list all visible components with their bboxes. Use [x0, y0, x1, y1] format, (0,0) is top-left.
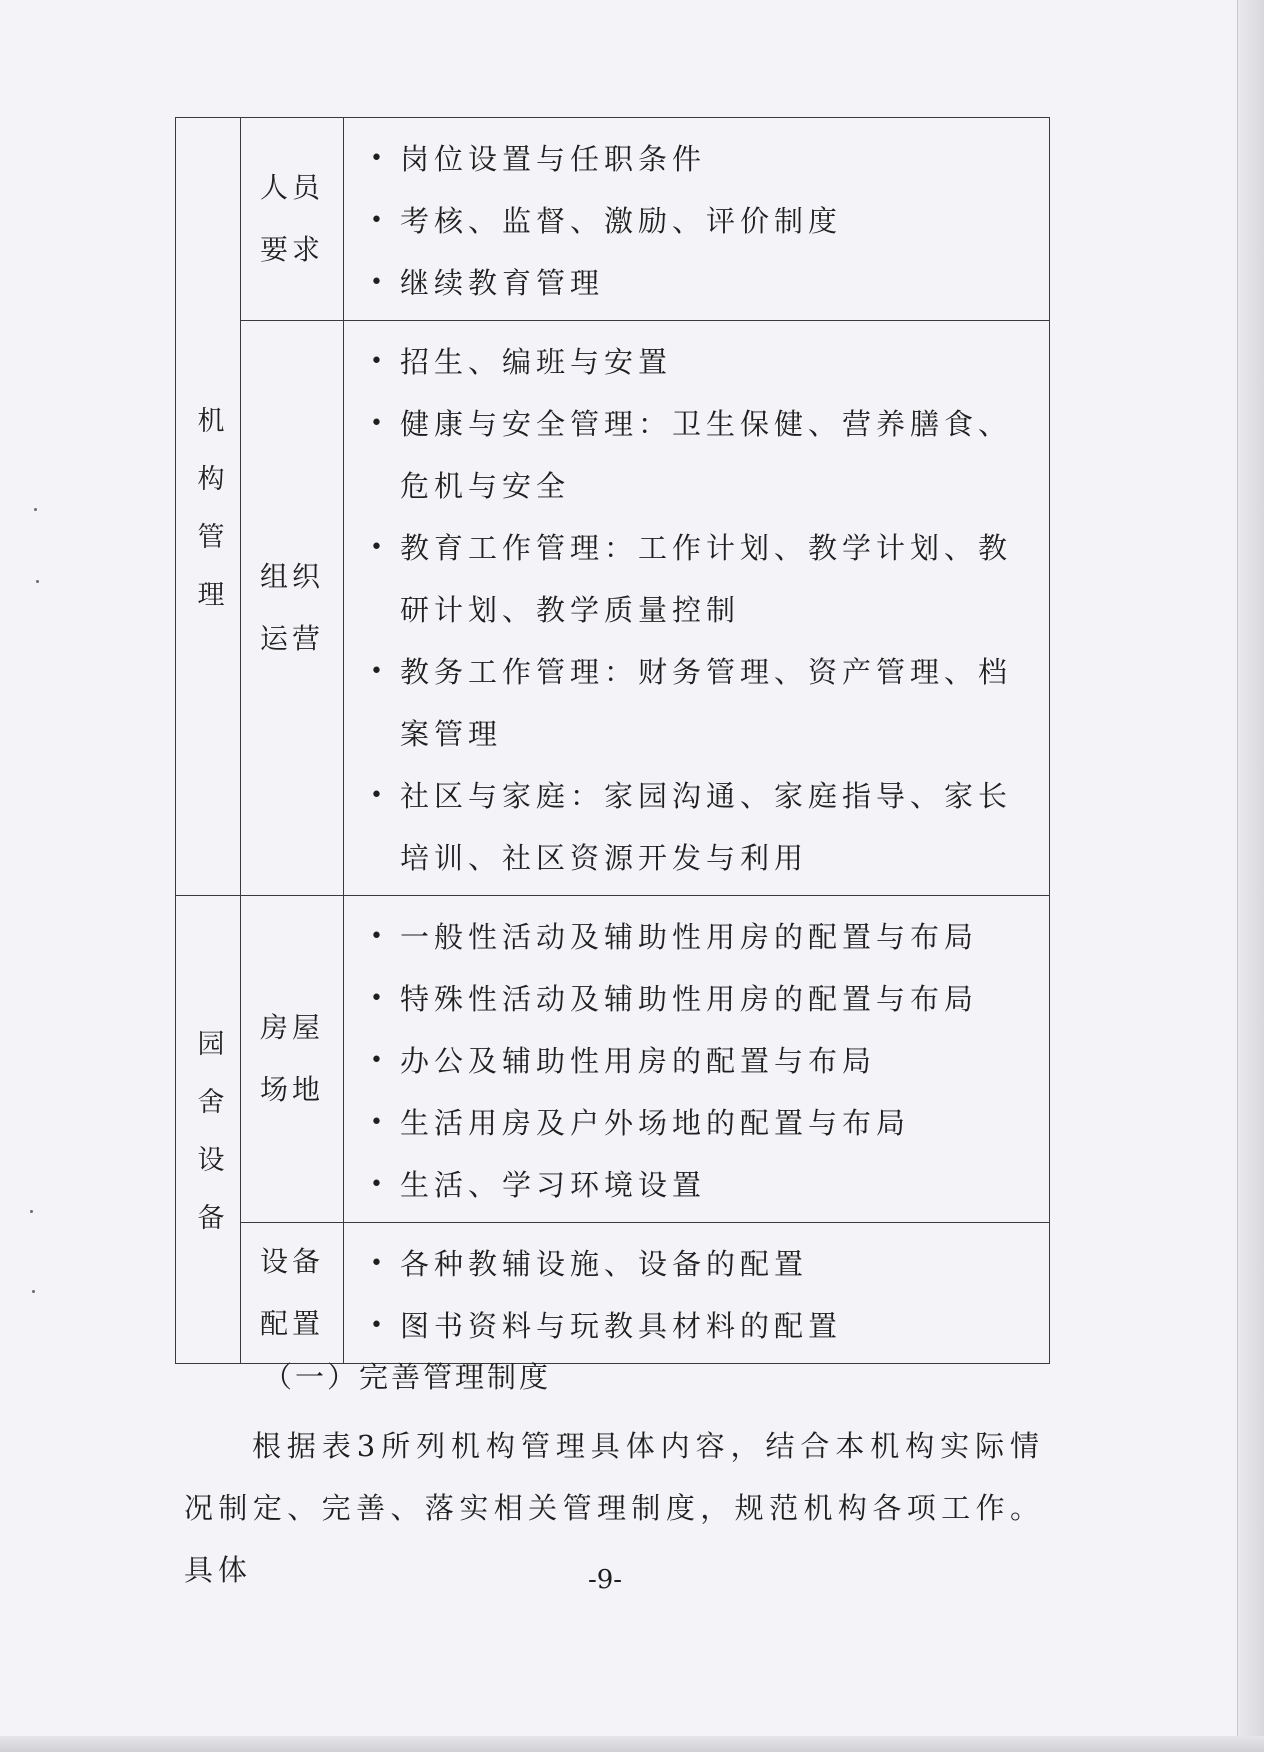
bullet-icon: • — [370, 411, 388, 436]
table-row — [176, 118, 1050, 321]
bullet-icon: • — [370, 208, 388, 233]
scan-speck — [36, 580, 39, 583]
list-item: • 考核、监督、激励、评价制度 — [344, 190, 1039, 252]
bullet-icon: • — [370, 783, 388, 808]
items-cell — [344, 118, 1050, 321]
subcategory-label: 设备 配置 — [259, 1245, 324, 1340]
subcategory-label: 组织 运营 — [259, 560, 324, 655]
list-item: • 生活、学习环境设置 — [344, 1154, 1039, 1216]
bullet-icon: • — [370, 1172, 388, 1197]
list-item: • 健康与安全管理：卫生保健、营养膳食、危机与安全 — [344, 393, 1039, 517]
items-cell — [344, 321, 1050, 896]
bullet-icon: • — [370, 659, 388, 684]
bullet-icon: • — [370, 1110, 388, 1135]
subcategory-cell — [241, 118, 344, 321]
table-row — [176, 1223, 1050, 1364]
scan-bottom-edge — [0, 1736, 1264, 1752]
bullet-icon: • — [370, 1048, 388, 1073]
bullet-icon: • — [370, 1313, 388, 1338]
section-heading: （一）完善管理制度 — [263, 1360, 552, 1394]
bullet-icon: • — [370, 270, 388, 295]
category-label: 机构管理 — [192, 406, 224, 638]
items-cell — [344, 896, 1050, 1223]
list-item: • 教育工作管理：工作计划、教学计划、教研计划、教学质量控制 — [344, 517, 1039, 641]
subcategory-cell — [241, 321, 344, 896]
bullet-icon: • — [370, 1251, 388, 1276]
items-cell — [344, 1223, 1050, 1364]
subcategory-cell — [241, 1223, 344, 1364]
list-item: • 各种教辅设施、设备的配置 — [344, 1233, 1039, 1295]
item-list — [344, 896, 1049, 1222]
item-list — [344, 321, 1049, 895]
bullet-icon: • — [370, 924, 388, 949]
list-item: • 教务工作管理：财务管理、资产管理、档案管理 — [344, 641, 1039, 765]
list-item: • 招生、编班与安置 — [344, 331, 1039, 393]
body-paragraph: 根据表3所列机构管理具体内容，结合本机构实际情况制定、完善、落实相关管理制度，规范机构各项工作。具体 — [184, 1429, 1044, 1587]
list-item: • 特殊性活动及辅助性用房的配置与布局 — [344, 968, 1039, 1030]
list-item: • 社区与家庭：家园沟通、家庭指导、家长培训、社区资源开发与利用 — [344, 765, 1039, 889]
scan-speck — [30, 1210, 33, 1213]
scan-speck — [32, 1290, 35, 1293]
subcategory-label: 房屋 场地 — [259, 1011, 324, 1106]
subcategory-label: 人员 要求 — [259, 171, 324, 266]
bullet-icon: • — [370, 986, 388, 1011]
item-list — [344, 118, 1049, 320]
item-list — [344, 1223, 1049, 1363]
scan-speck — [34, 508, 37, 511]
scan-right-edge — [1237, 0, 1264, 1752]
list-item: • 图书资料与玩教具材料的配置 — [344, 1295, 1039, 1357]
list-item: • 生活用房及户外场地的配置与布局 — [344, 1092, 1039, 1154]
category-label: 园舍设备 — [192, 1029, 224, 1261]
bullet-icon: • — [370, 146, 388, 171]
bullet-icon: • — [370, 535, 388, 560]
list-item: • 一般性活动及辅助性用房的配置与布局 — [344, 906, 1039, 968]
management-content-table — [175, 117, 1050, 1364]
bullet-icon: • — [370, 349, 388, 374]
list-item: • 继续教育管理 — [344, 252, 1039, 314]
table-row — [176, 321, 1050, 896]
table-row — [176, 896, 1050, 1223]
category-cell — [176, 896, 241, 1364]
subcategory-cell — [241, 896, 344, 1223]
category-cell — [176, 118, 241, 896]
list-item: • 岗位设置与任职条件 — [344, 128, 1039, 190]
page-number: -9- — [587, 1565, 623, 1595]
list-item: • 办公及辅助性用房的配置与布局 — [344, 1030, 1039, 1092]
